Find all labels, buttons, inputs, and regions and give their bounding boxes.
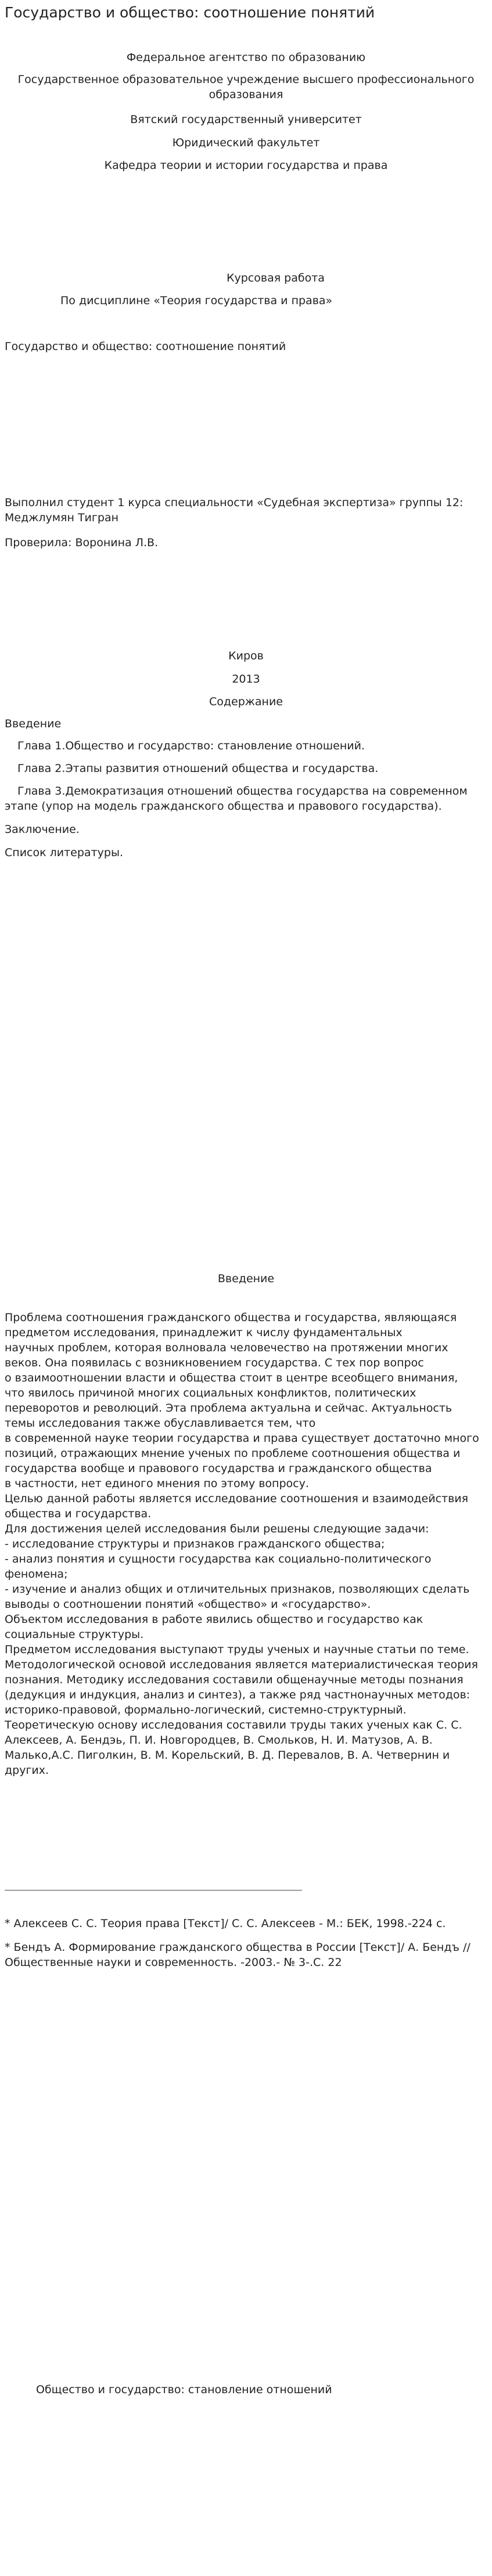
intro-line: социальные структуры. bbox=[5, 1628, 144, 1641]
intro-line: Объектом исследования в работе явились общество и государство как bbox=[5, 1613, 423, 1626]
toc-references: Список литературы. bbox=[5, 846, 123, 859]
cover-author-line2: Меджлумян Тигран bbox=[5, 511, 119, 524]
intro-line: Алексеев, А. Бендэь, П. И. Новгородцев, В. Смольков, Н. И. Матузов, А. В. bbox=[5, 1734, 433, 1747]
cover-city: Киров bbox=[228, 650, 264, 662]
intro-line: Теоретическую основу исследования составили труды таких ученых как С. С. bbox=[5, 1719, 462, 1731]
toc-chapter-3: Глава 3.Демократизация отношений общества государства на современном этапе (упор на модель гражданского общества и правового государства). bbox=[5, 785, 468, 813]
cover-year: 2013 bbox=[232, 673, 260, 686]
toc-chapter-1: Глава 1.Общество и государство: становление отношений. bbox=[17, 739, 365, 752]
intro-line: в частности, нет единого мнения по этому вопросу. bbox=[5, 1477, 309, 1490]
toc-conclusion: Заключение. bbox=[5, 823, 80, 836]
toc-heading: Содержание bbox=[209, 695, 283, 708]
intro-line: Для достижения целей исследования были решены следующие задачи: bbox=[5, 1522, 429, 1535]
intro-line: историко-правовой, формально-логический, системно-структурный. bbox=[5, 1704, 407, 1716]
cover-discipline: По дисциплине «Теория государства и права» bbox=[60, 294, 333, 307]
intro-line: в современной науке теории государства и права существует достаточно много bbox=[5, 1432, 479, 1445]
cover-institution-line2: образования bbox=[209, 88, 283, 101]
intro-line: общества и государства. bbox=[5, 1507, 152, 1520]
intro-line: познания. Методику исследования составили общенаучные методы познания bbox=[5, 1673, 464, 1686]
intro-line: темы исследования также обуславливается тем, что bbox=[5, 1417, 316, 1430]
intro-line: предметом исследования, принадлежит к числу фундаментальных bbox=[5, 1326, 403, 1339]
intro-line: переворотов и революций. Эта проблема актуальна и сейчас. Актуальность bbox=[5, 1402, 453, 1415]
cover-faculty: Юридический факультет bbox=[172, 136, 320, 149]
intro-line: государства вообще и правового государства и гражданского общества bbox=[5, 1462, 432, 1475]
cover-work-type: Курсовая работа bbox=[227, 272, 325, 284]
intro-line: Проблема соотношения гражданского общества и государства, являющаяся bbox=[5, 1311, 457, 1324]
cover-department: Кафедра теории и истории государства и права bbox=[104, 159, 388, 172]
intro-line: выводы о соотношении понятий «общество» и «государство». bbox=[5, 1598, 371, 1611]
footnote-2-line2: Общественные науки и современность. -2003.- № 3-.С. 22 bbox=[5, 1956, 342, 1969]
footnote-1: * Алексеев С. С. Теория права [Текст]/ С. С. Алексеев - М.: БЕК, 1998.-224 с. bbox=[5, 1917, 446, 1930]
intro-line: (дедукция и индукция, анализ и синтез), а также ряд частнонаучных методов: bbox=[5, 1689, 471, 1701]
cover-university: Вятский государственный университет bbox=[130, 113, 362, 126]
intro-line: позиций, отражающих мнение ученых по проблеме соотношения общества и bbox=[5, 1447, 461, 1460]
page-title: Государство и общество: соотношение понятий bbox=[5, 4, 375, 21]
intro-heading: Введение bbox=[217, 1272, 275, 1285]
cover-agency: Федеральное агентство по образованию bbox=[126, 51, 366, 64]
intro-line: других. bbox=[5, 1764, 49, 1777]
intro-line: Малько,А.С. Пиголкин, В. М. Корельский, В. Д. Перевалов, В. А. Четвернин и bbox=[5, 1749, 450, 1762]
intro-line: веков. Она появилась с возникновением государства. С тех пор вопрос bbox=[5, 1356, 424, 1369]
intro-line: Целью данной работы является исследование соотношения и взаимодействия bbox=[5, 1492, 469, 1505]
intro-line: Предметом исследования выступают труды ученых и научные статьи по теме. bbox=[5, 1643, 469, 1656]
chapter-1-heading: Общество и государство: становление отношений bbox=[36, 2383, 332, 2396]
intro-body bbox=[5, 1310, 487, 1778]
cover-author-line1: Выполнил студент 1 курса специальности «Судебная экспертиза» группы 12: bbox=[5, 496, 464, 509]
cover-institution-line1: Государственное образовательное учреждение высшего профессионального bbox=[17, 73, 475, 86]
intro-line: - исследование структуры и признаков гражданского общества; bbox=[5, 1538, 385, 1550]
intro-line: Методологической основой исследования является материалистическая теория bbox=[5, 1658, 478, 1671]
toc-intro: Введение bbox=[5, 717, 62, 730]
cover-topic: Государство и общество: соотношение понятий bbox=[5, 340, 286, 353]
intro-line: научных проблем, которая волновала человечество на протяжении многих bbox=[5, 1341, 448, 1354]
toc-chapter-2: Глава 2.Этапы развития отношений общества и государства. bbox=[17, 762, 379, 775]
intro-line: что явилось причиной многих социальных конфликтов, политических bbox=[5, 1387, 416, 1399]
intro-line: феномена; bbox=[5, 1568, 68, 1581]
footnote-2-line1: * Бендъ А. Формирование гражданского общества в России [Текст]/ А. Бендъ // bbox=[5, 1941, 471, 1954]
cover-reviewer: Проверила: Воронина Л.В. bbox=[5, 536, 159, 549]
intro-line: - анализ понятия и сущности государства как социально-политического bbox=[5, 1553, 432, 1565]
intro-line: о взаимоотношении власти и общества стоит в центре всеобщего внимания, bbox=[5, 1372, 458, 1384]
intro-line: - изучение и анализ общих и отличительных признаков, позволяющих сделать bbox=[5, 1583, 470, 1596]
